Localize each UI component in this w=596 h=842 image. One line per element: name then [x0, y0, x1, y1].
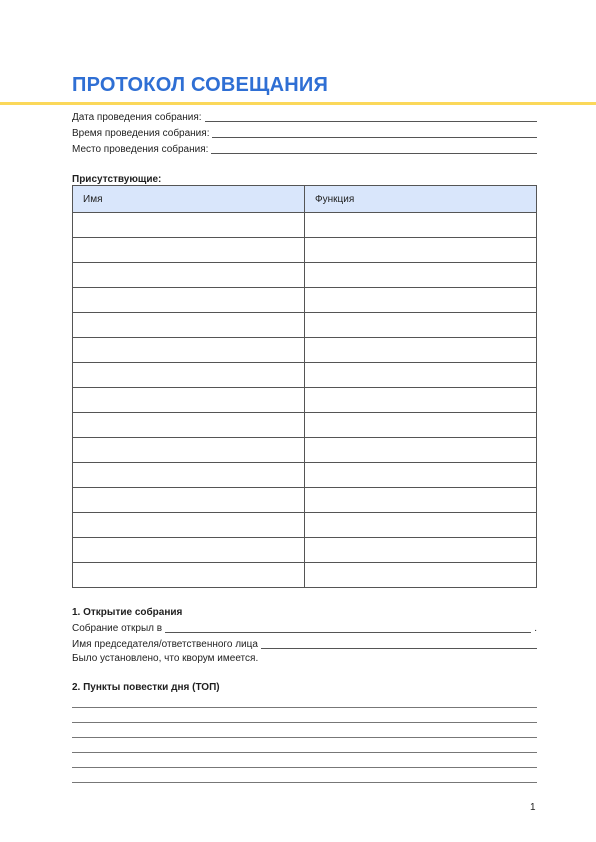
chair-label: Имя председателя/ответственного лица: [72, 639, 258, 650]
function-cell[interactable]: [305, 488, 537, 513]
name-cell[interactable]: [73, 563, 305, 588]
section1-heading: 1. Открытие собрания: [72, 607, 183, 618]
table-row: [73, 238, 537, 263]
section2-heading: 2. Пункты повестки дня (ТОП): [72, 682, 220, 693]
name-cell[interactable]: [73, 363, 305, 388]
name-cell[interactable]: [73, 513, 305, 538]
function-cell[interactable]: [305, 263, 537, 288]
table-row: [73, 213, 537, 238]
time-field[interactable]: [72, 126, 537, 140]
function-cell[interactable]: [305, 463, 537, 488]
table-row: [73, 513, 537, 538]
quorum-text: Было установлено, что кворум имеется.: [72, 653, 259, 664]
table-row: [73, 313, 537, 338]
table-row: [73, 363, 537, 388]
name-cell[interactable]: [73, 438, 305, 463]
name-cell[interactable]: [73, 413, 305, 438]
attendees-header-row: [73, 186, 537, 213]
chair-field[interactable]: [72, 637, 537, 651]
name-cell[interactable]: [73, 263, 305, 288]
function-cell[interactable]: [305, 313, 537, 338]
opened-by-suffix: .: [534, 623, 537, 634]
chair-input-line[interactable]: [261, 638, 537, 649]
function-cell[interactable]: [305, 338, 537, 363]
date-field[interactable]: [72, 110, 537, 124]
name-cell[interactable]: [73, 238, 305, 263]
table-row: [73, 563, 537, 588]
date-input-line[interactable]: [205, 111, 537, 122]
column-header-function: Функция: [305, 186, 537, 213]
table-row: [73, 288, 537, 313]
attendees-table: [72, 185, 537, 588]
attendees-heading: Присутствующие:: [72, 174, 162, 185]
function-cell[interactable]: [305, 413, 537, 438]
table-row: [73, 388, 537, 413]
opened-by-label: Собрание открыл в: [72, 623, 163, 634]
name-cell[interactable]: [73, 463, 305, 488]
table-row: [73, 438, 537, 463]
attendees-body: [73, 213, 537, 588]
table-row: [73, 538, 537, 563]
name-cell[interactable]: [73, 538, 305, 563]
function-cell[interactable]: [305, 513, 537, 538]
agenda-line[interactable]: [72, 782, 537, 783]
table-row: [73, 263, 537, 288]
function-cell[interactable]: [305, 288, 537, 313]
time-input-line[interactable]: [212, 127, 537, 138]
agenda-line[interactable]: [72, 752, 537, 753]
table-row: [73, 463, 537, 488]
name-cell[interactable]: [73, 313, 305, 338]
place-input-line[interactable]: [211, 143, 537, 154]
agenda-line[interactable]: [72, 707, 537, 708]
table-row: [73, 488, 537, 513]
function-cell[interactable]: [305, 438, 537, 463]
name-cell[interactable]: [73, 388, 305, 413]
date-label: Дата проведения собрания:: [72, 112, 202, 123]
function-cell[interactable]: [305, 388, 537, 413]
table-row: [73, 413, 537, 438]
name-cell[interactable]: [73, 288, 305, 313]
page-number: 1: [530, 802, 536, 813]
agenda-line[interactable]: [72, 737, 537, 738]
place-label: Место проведения собрания:: [72, 144, 209, 155]
function-cell[interactable]: [305, 238, 537, 263]
table-row: [73, 338, 537, 363]
function-cell[interactable]: [305, 563, 537, 588]
function-cell[interactable]: [305, 538, 537, 563]
column-header-name: Имя: [73, 186, 305, 213]
title-divider: [0, 102, 596, 105]
function-cell[interactable]: [305, 213, 537, 238]
place-field[interactable]: [72, 142, 537, 156]
opened-by-field[interactable]: [72, 621, 537, 635]
time-label: Время проведения собрания:: [72, 128, 210, 139]
name-cell[interactable]: [73, 213, 305, 238]
agenda-line[interactable]: [72, 767, 537, 768]
page-title: ПРОТОКОЛ СОВЕЩАНИЯ: [72, 74, 329, 96]
name-cell[interactable]: [73, 488, 305, 513]
name-cell[interactable]: [73, 338, 305, 363]
agenda-line[interactable]: [72, 722, 537, 723]
opened-by-input-line[interactable]: [165, 622, 531, 633]
function-cell[interactable]: [305, 363, 537, 388]
